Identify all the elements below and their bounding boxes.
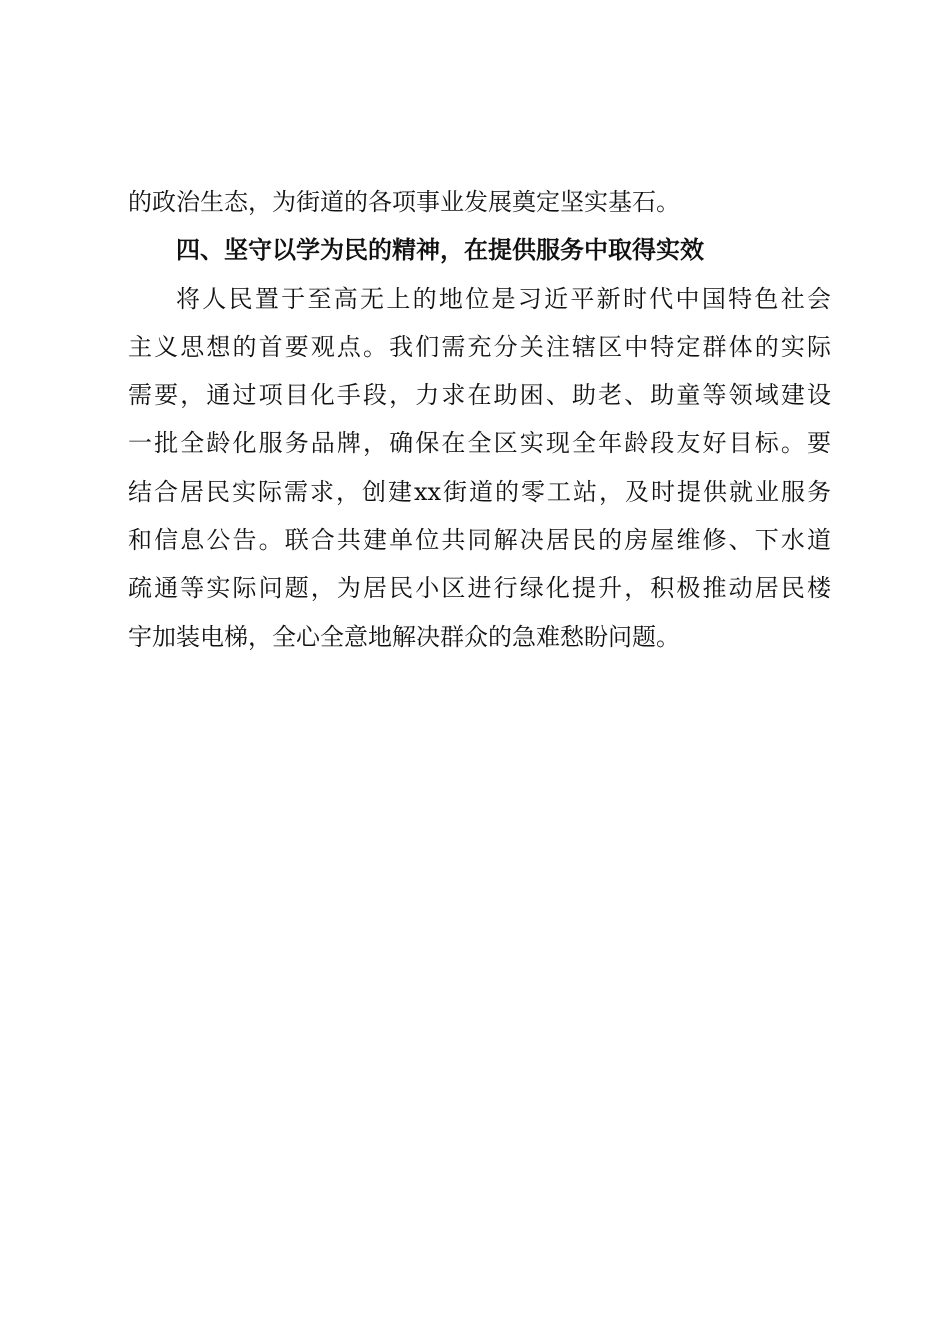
paragraph-line: 需要，通过项目化手段，力求在助困、助老、助童等领域建设 bbox=[128, 381, 831, 410]
paragraph-line: 将人民置于至高无上的地位是习近平新时代中国特色社会 bbox=[176, 284, 831, 313]
section-heading: 四、坚守以学为民的精神，在提供服务中取得实效 bbox=[176, 236, 704, 265]
document-body bbox=[128, 178, 831, 661]
paragraph-line: 一批全龄化服务品牌，确保在全区实现全年龄段友好目标。要 bbox=[128, 429, 831, 458]
paragraph-line: 疏通等实际问题，为居民小区进行绿化提升，积极推动居民楼 bbox=[128, 574, 831, 603]
paragraph-line: 宇加装电梯，全心全意地解决群众的急难愁盼问题。 bbox=[128, 622, 680, 651]
paragraph-line: 结合居民实际需求，创建xx街道的零工站，及时提供就业服务 bbox=[128, 477, 831, 506]
paragraph-continuation-line: 的政治生态，为街道的各项事业发展奠定坚实基石。 bbox=[128, 188, 680, 216]
paragraph-line: 和信息公告。联合共建单位共同解决居民的房屋维修、下水道 bbox=[128, 526, 831, 555]
paragraph-line: 主义思想的首要观点。我们需充分关注辖区中特定群体的实际 bbox=[128, 332, 831, 361]
